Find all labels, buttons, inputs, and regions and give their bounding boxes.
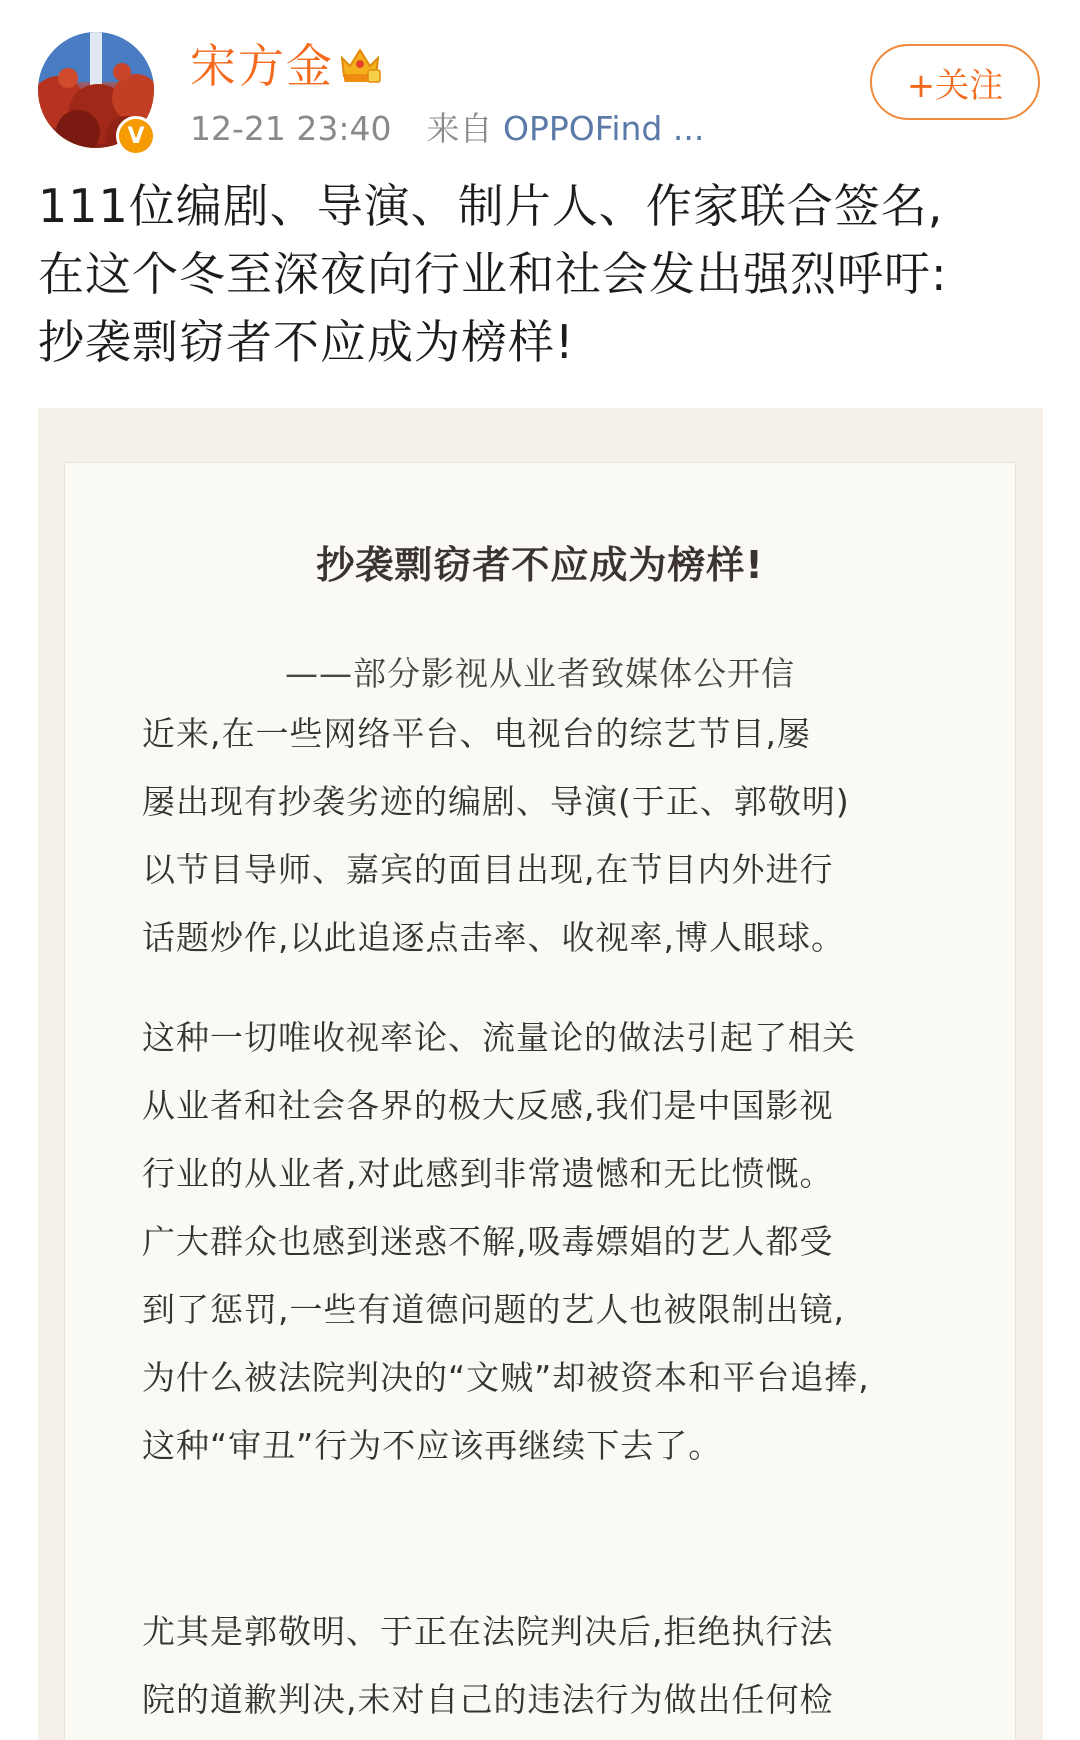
letter-line: 屡出现有抄袭劣迹的编剧、导演(于正、郭敬明) bbox=[142, 782, 850, 821]
letter-line: 院的道歉判决,未对自己的违法行为做出任何检 bbox=[142, 1680, 834, 1719]
letter-line: 这种一切唯收视率论、流量论的做法引起了相关 bbox=[142, 1018, 856, 1057]
source-prefix: 来自 bbox=[426, 109, 493, 148]
letter-line: 尤其是郭敬明、于正在法院判决后,拒绝执行法 bbox=[142, 1612, 834, 1651]
crown-icon bbox=[338, 44, 382, 86]
letter-paragraph bbox=[142, 1598, 942, 1734]
post-meta bbox=[190, 108, 704, 150]
post-body bbox=[38, 172, 1048, 376]
post-line: 抄袭剽窃者不应成为榜样! bbox=[38, 315, 575, 369]
verified-badge-icon: V bbox=[116, 116, 156, 156]
letter-paragraph bbox=[142, 1004, 942, 1480]
letter-title: 抄袭剽窃者不应成为榜样! bbox=[316, 543, 764, 587]
post-timestamp: 12-21 23:40 bbox=[190, 109, 392, 148]
follow-button[interactable]: +关注 bbox=[870, 44, 1040, 120]
letter-line: 话题炒作,以此追逐点击率、收视率,博人眼球。 bbox=[142, 918, 845, 957]
letter-line: 从业者和社会各界的极大反感,我们是中国影视 bbox=[142, 1086, 834, 1125]
letter-line: 广大群众也感到迷惑不解,吸毒嫖娼的艺人都受 bbox=[142, 1222, 834, 1261]
username[interactable]: 宋方金 bbox=[190, 39, 334, 93]
letter-line: 行业的从业者,对此感到非常遗憾和无比愤慨。 bbox=[142, 1154, 834, 1193]
letter-line: 近来,在一些网络平台、电视台的综艺节目,屡 bbox=[142, 714, 811, 753]
post-line: 111位编剧、导演、制片人、作家联合签名, bbox=[38, 179, 944, 233]
letter-line: 这种“审丑”行为不应该再继续下去了。 bbox=[142, 1426, 723, 1465]
letter-line: 为什么被法院判决的“文贼”却被资本和平台追捧, bbox=[142, 1358, 870, 1397]
letter-paragraph bbox=[142, 700, 942, 972]
post-header bbox=[0, 0, 1080, 160]
post-line: 在这个冬至深夜向行业和社会发出强烈呼吁: bbox=[38, 247, 948, 301]
letter-line: 以节目导师、嘉宾的面目出现,在节目内外进行 bbox=[142, 850, 834, 889]
source-link[interactable]: OPPOFind ... bbox=[502, 109, 705, 148]
letter-line: 到了惩罚,一些有道德问题的艺人也被限制出镜, bbox=[142, 1290, 845, 1329]
letter-subtitle: ——部分影视从业者致媒体公开信 bbox=[285, 654, 795, 693]
